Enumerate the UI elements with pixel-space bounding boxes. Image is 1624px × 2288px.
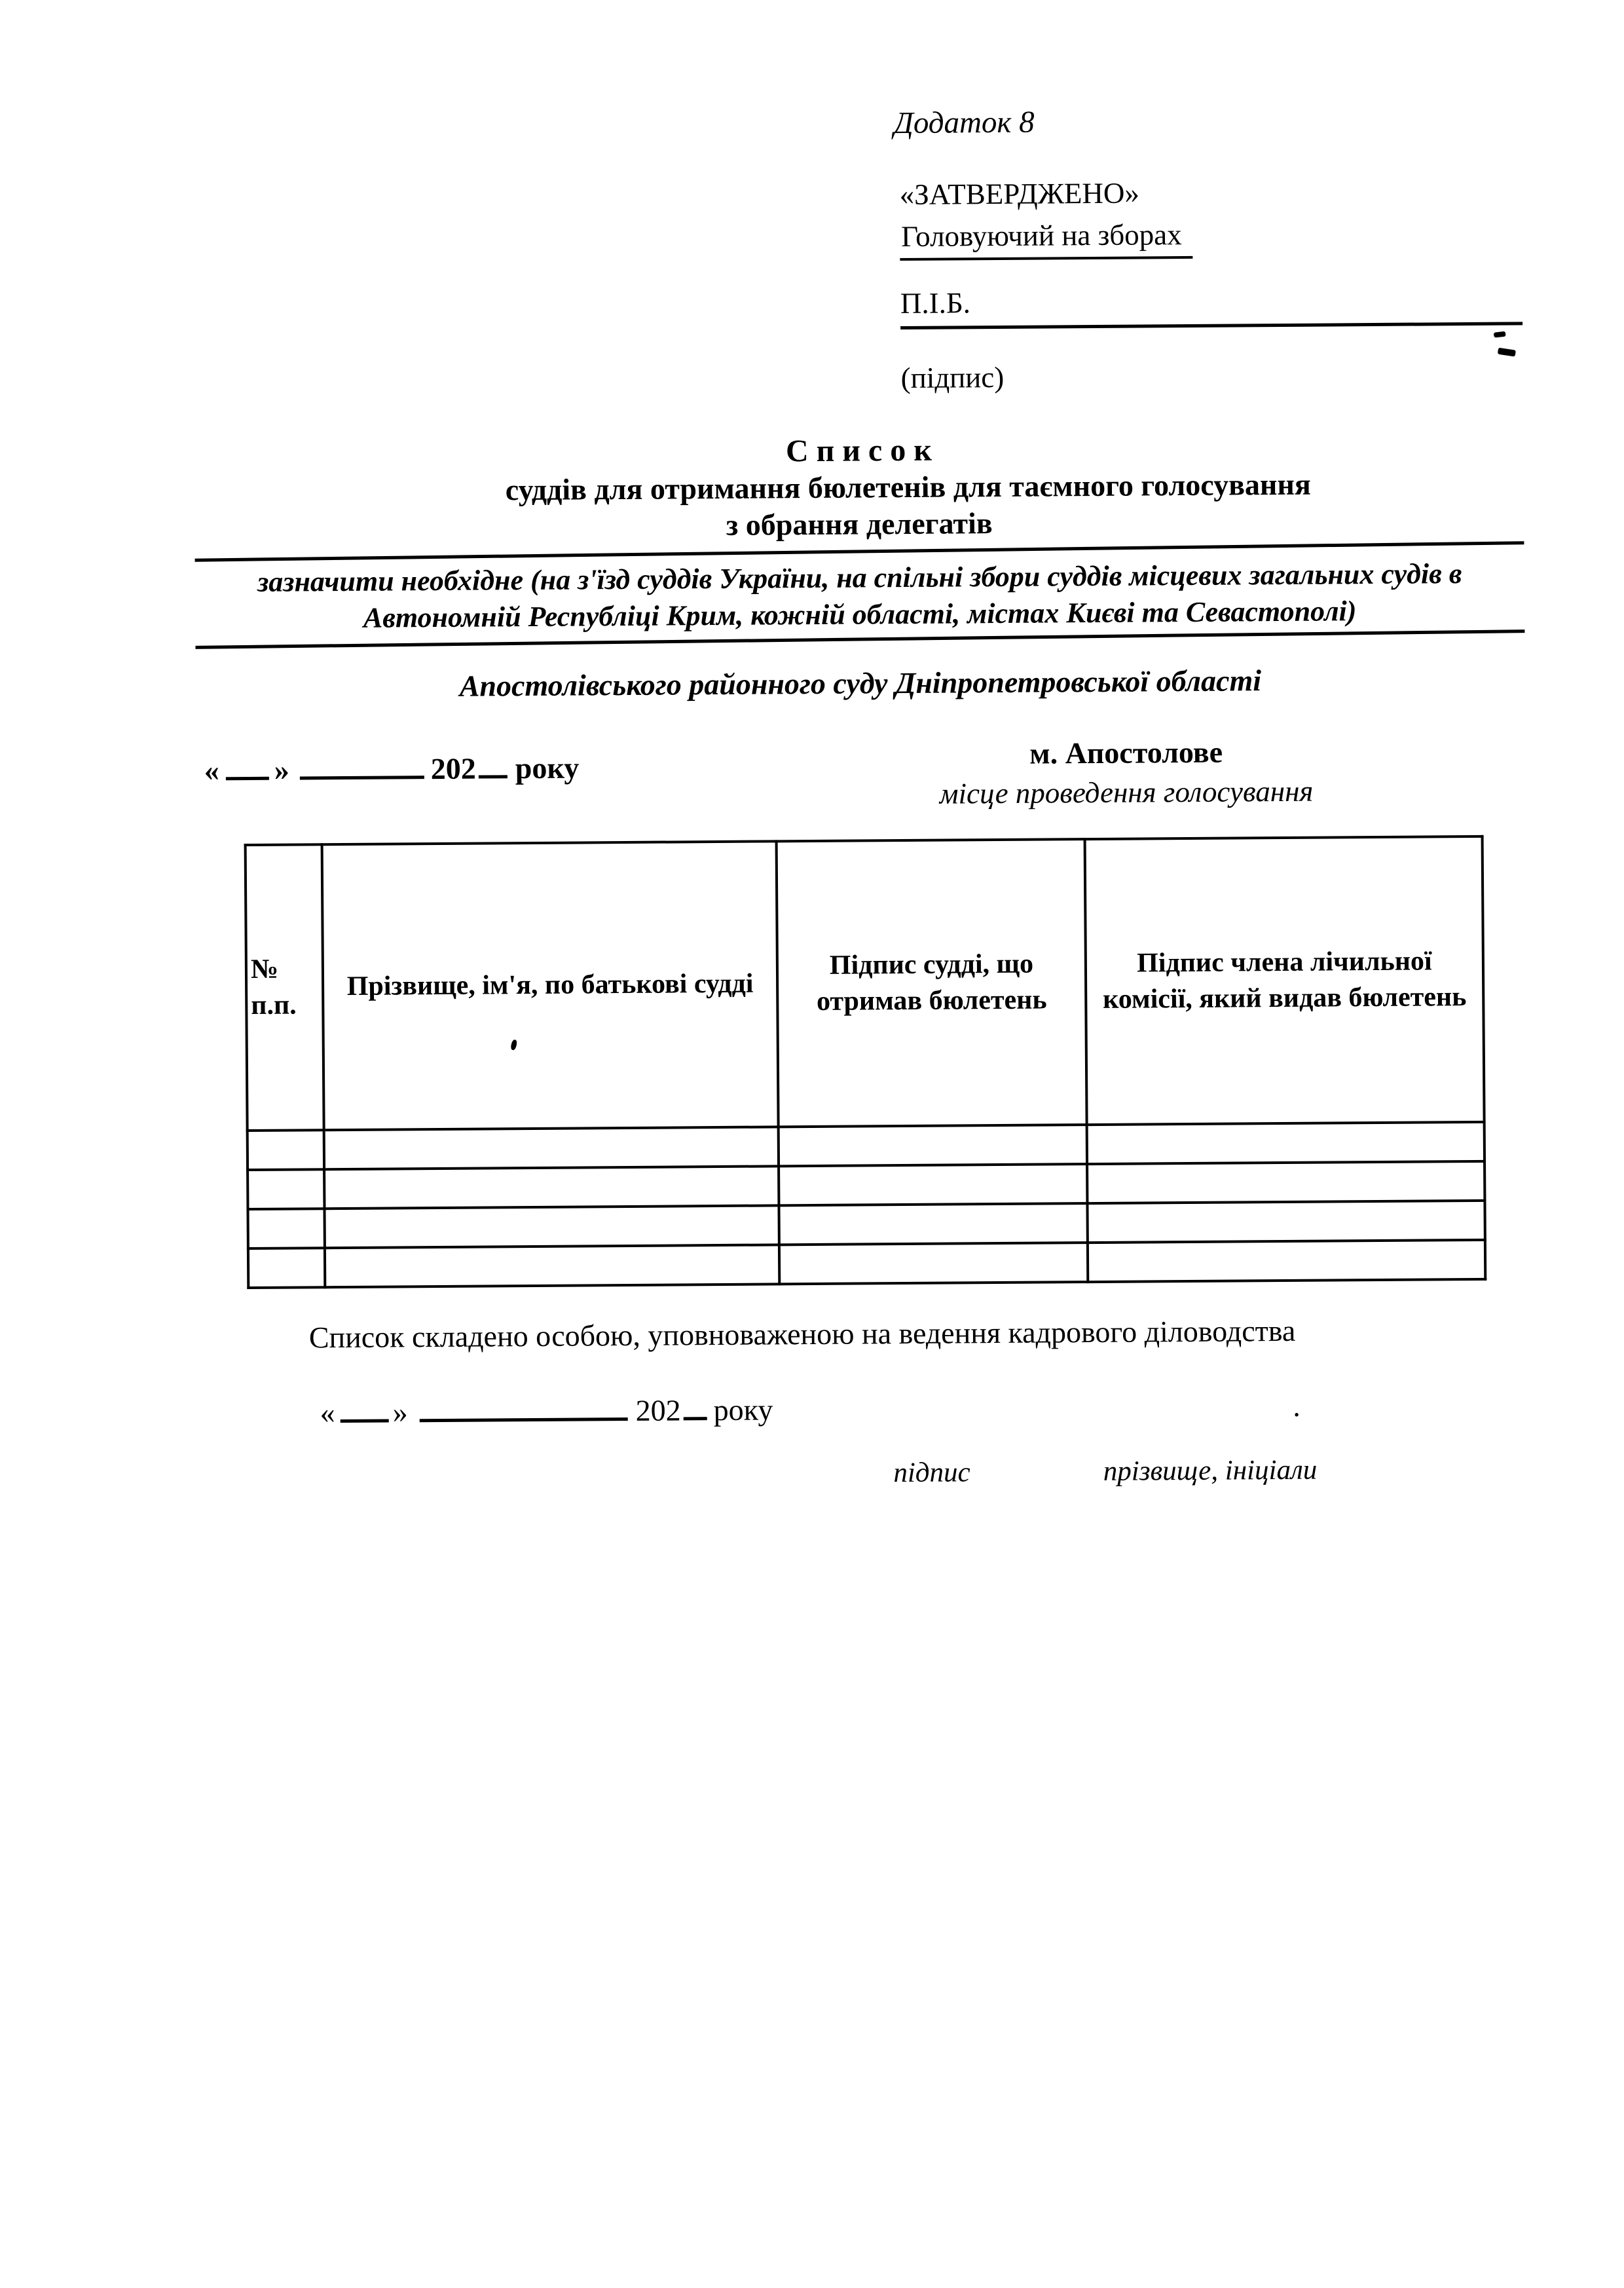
open-quote: «: [320, 1396, 335, 1430]
name-field-label: прізвище, ініціали: [1103, 1454, 1318, 1487]
open-quote: «: [204, 753, 219, 787]
day-blank-line: [226, 745, 269, 780]
table-empty-cell: [1087, 1122, 1485, 1164]
judges-ballot-table: [244, 835, 1487, 1289]
signature-caption: (підпис): [900, 360, 1005, 395]
year-prefix: 202: [635, 1393, 681, 1427]
name-field: [1044, 1416, 1318, 1487]
header-number-line2: п.п.: [251, 990, 297, 1021]
scan-artifact: [1498, 348, 1516, 357]
close-quote: »: [274, 753, 289, 787]
header-judge-signature-line1: Підпис судді, що: [829, 948, 1034, 981]
title-block: [194, 427, 1525, 705]
scan-artifact: [1494, 331, 1506, 338]
table-empty-cell: [1088, 1240, 1485, 1282]
header-judge-name-column: [322, 841, 779, 1130]
header-member-signature-line1: Підпис члена лічильної: [1136, 945, 1432, 979]
table-empty-cell: [248, 1209, 324, 1248]
approved-role: [900, 217, 1192, 261]
header-member-signature-column: [1085, 836, 1485, 1125]
footer-date-signature-line: [320, 1381, 1318, 1489]
signature-field-label: підпис: [893, 1457, 970, 1489]
table-body: [248, 1122, 1486, 1288]
header-judge-name-text: Прізвище, ім'я, по батькові судді: [346, 968, 754, 1002]
document-title: С п и с о к: [785, 432, 932, 469]
day-blank-line: [340, 1388, 388, 1423]
table-empty-cell: [779, 1203, 1087, 1245]
terminal-period: .: [1293, 1389, 1301, 1423]
signature-field: [787, 1418, 1015, 1489]
title-line3: з обрання делегатів: [726, 506, 993, 542]
close-quote: »: [392, 1395, 408, 1429]
place-block: [916, 734, 1336, 810]
composed-by-text: Список складено особою, уповноваженою на ведення кадрового діловодства: [308, 1313, 1296, 1355]
table-empty-cell: [248, 1248, 325, 1288]
table-empty-cell: [248, 1130, 324, 1170]
title-line2: суддів для отримання бюлетенів для таємного голосування: [505, 467, 1311, 507]
table-empty-row: [248, 1240, 1485, 1288]
year-blank-line: [683, 1385, 707, 1420]
table-empty-cell: [325, 1245, 779, 1287]
header-judge-signature-column: [777, 839, 1087, 1127]
table-header-row: [246, 836, 1485, 1131]
name-blank-line: [900, 282, 1522, 329]
table-empty-cell: [779, 1164, 1087, 1205]
note-line1: зазначити необхідне (на з'їзд суддів України, на спільні збори суддів місцевих загальних судів в: [257, 557, 1462, 598]
year-word: року: [713, 1393, 773, 1427]
date-line: [204, 743, 580, 787]
note-line2: Автономній Республіці Крим, кожній області, містах Києві та Севастополі): [363, 595, 1357, 634]
place-caption: місце проведення голосування: [939, 774, 1314, 810]
year-prefix: 202: [430, 751, 476, 786]
header-judge-signature-line2: отримав бюлетень: [816, 985, 1047, 1017]
header-number-column: [246, 844, 324, 1131]
table-header: [246, 836, 1485, 1131]
annex-label: Додаток 8: [893, 105, 1035, 141]
table-empty-cell: [324, 1205, 779, 1248]
table-empty-cell: [1087, 1201, 1485, 1243]
header-number-line1: №: [250, 954, 279, 985]
name-label: П.І.Б.: [900, 286, 971, 320]
place-city: м. Апостолове: [1029, 735, 1223, 770]
table-empty-cell: [779, 1125, 1087, 1166]
year-word: року: [515, 751, 580, 785]
month-blank-line: [419, 1386, 627, 1422]
header-member-signature-line2: комісії, який видав бюлетень: [1103, 982, 1467, 1015]
court-name: Апостолівського районного суду Дніпропетровської області: [459, 664, 1262, 703]
approved-stamp: «ЗАТВЕРДЖЕНО»: [899, 176, 1140, 212]
table-empty-cell: [324, 1166, 779, 1209]
table-empty-cell: [779, 1243, 1088, 1284]
table-empty-cell: [1087, 1161, 1485, 1203]
approved-role-text: Головуючий на зборах: [900, 217, 1192, 261]
table-empty-cell: [248, 1169, 324, 1209]
year-blank-line: [479, 743, 507, 778]
table-empty-cell: [324, 1127, 779, 1169]
month-blank-line: [300, 744, 424, 779]
